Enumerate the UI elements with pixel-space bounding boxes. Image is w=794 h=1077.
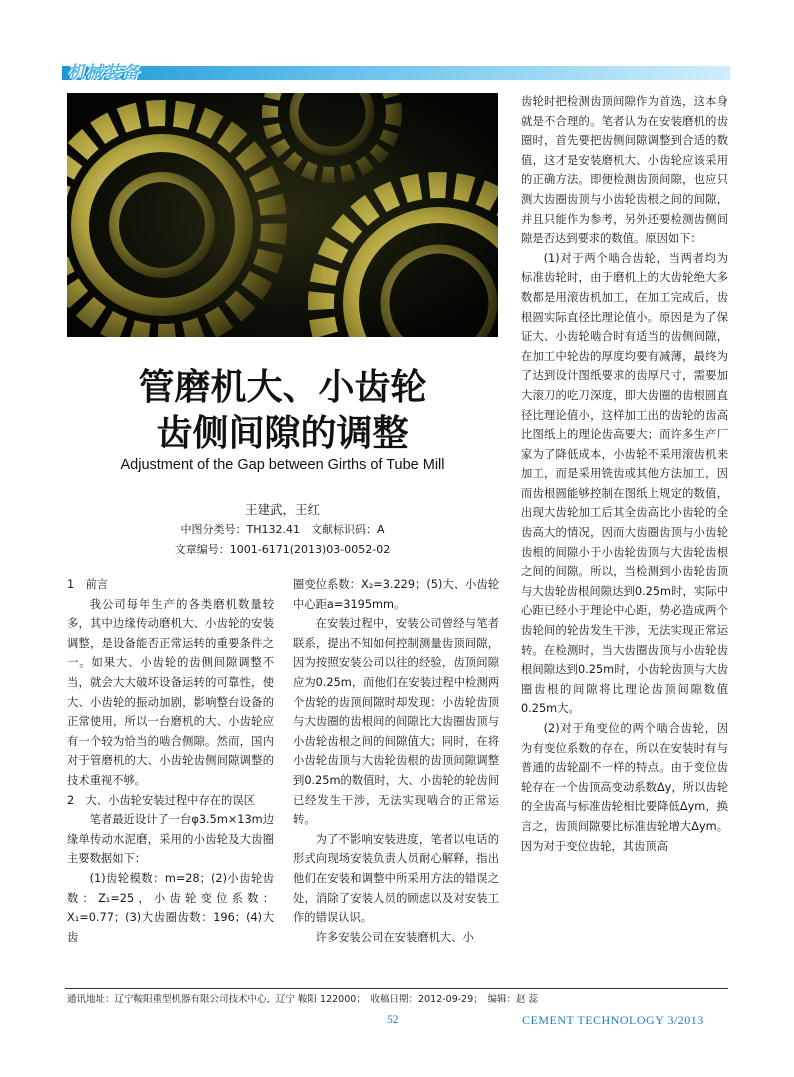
header-band <box>62 66 730 80</box>
authors: 王建武，王红 <box>244 502 320 517</box>
gear-photo <box>67 93 498 337</box>
paragraph: 圈变位系数：X₂=3.229；(5)大、小齿轮中心距a=3195mm。 <box>293 578 499 611</box>
paragraph: 齿轮时把检测齿顶间隙作为首选，这本身就是不合理的。笔者认为在安装磨机的齿圈时，首先要把齿侧间隙调整到合适的数值，这才是安装磨机大、小齿轮应该采用的正确方法。即便检测齿顶间隙，也应只测大齿圈齿顶与小齿轮齿根之间的间隙，并且只能作为参考，另外还要检测齿侧间隙是否达到要求的数值。原因如下： <box>521 95 728 246</box>
author-address-note: 通讯地址：辽宁鞍阳重型机器有限公司技术中心，辽宁 鞍阳 122000； 收稿日期：2012-09-29； 编辑：赵 蕊 <box>67 994 539 1005</box>
paragraph: 在安装过程中，安装公司曾经与笔者联系，提出不知如何控制测量齿顶间隙，因为按照安装公司以往的经验，齿顶间隙应为0.25m，而他们在安装过程中检测两个齿轮的齿顶间隙时却发现：小齿轮齿顶与大齿圈的齿根间的间隙比大齿圈齿顶与小齿轮齿根之间的间隙值大；同时，在将小齿轮齿顶与大齿轮齿根的齿顶间隙调整到0.25m的数值时，大、小齿轮的轮齿间已经发生干涉，无法实现啮合的正常运转。 <box>293 617 499 827</box>
gear-image <box>67 93 498 337</box>
article-number-line: 文章编号：1001-6171(2013)03-0052-02 <box>174 543 391 556</box>
classification-line: 中图分类号：TH132.41 文献标识码：A <box>180 523 385 536</box>
paragraph: (1)齿轮模数：m=28；(2)小齿轮齿数：Z₁=25，小齿轮变位系数：X₁=0.77；(3)大齿圈齿数：196；(4)大齿 <box>67 871 274 944</box>
paragraph: 1 前言 <box>67 578 109 591</box>
body-column-3 <box>521 92 728 856</box>
paragraph: (1)对于两个啮合齿轮，当两者均为标准齿轮时，由于磨机上的大齿轮绝大多数都是用滚齿机加工，在加工完成后，齿根圆实际直径比理论值小。原因是为了保证大、小齿轮啮合时有适当的齿侧间隙，在加工中轮齿的厚度均要有减薄，最终为了达到设计图纸要求的齿厚尺寸，需要加大滚刀的吃刀深度，即大齿圈的齿根圆直径比理论值小，这样加工出的齿轮的齿高比图纸上的理论齿高要大；而许多生产厂家为了降低成本，小齿轮不采用滚齿机来加工，而是采用铣齿或其他方法加工，因而齿根圆能够控制在图纸上规定的数值，出现大齿轮加工后其全齿高比小齿轮的全齿高大的情况，因而大齿圈齿顶与小齿轮齿根的间隙小于小齿轮齿顶与大齿轮齿根之间的间隙。所以，当检测到小齿轮齿顶与大齿轮齿根间隙达到0.25m时，实际中心距已经小于理论中心距，势必造成两个齿轮间的轮齿发生干涉，无法实现正常运转。在检测时，当大齿圈齿顶与小齿轮齿根间隙达到0.25m时，小齿轮齿顶与大齿圈齿根的间隙将比理论齿顶间隙数值0.25m大。 <box>521 251 728 716</box>
title-line-2: 齿侧间隙的调整 <box>156 413 409 454</box>
body-column-2 <box>293 575 499 947</box>
paragraph: 笔者最近设计了一台φ3.5m×13m边缘单传动水泥磨，采用的小齿轮及大齿圈主要数据如下： <box>67 813 274 866</box>
paragraph: 2 大、小齿轮安装过程中存在的误区 <box>67 793 255 807</box>
section-tag: 机械装备 <box>68 63 140 83</box>
english-subtitle: Adjustment of the Gap between Girths of Tube Mill <box>120 457 445 473</box>
paragraph: 为了不影响安装进度，笔者以电话的形式向现场安装负责人员耐心解释，指出他们在安装和调整中所采用方法的错误之处，消除了安装人员的顾虑以及对安装工作的错误认识。 <box>293 832 499 925</box>
paragraph: 许多安装公司在安装磨机大、小 <box>315 930 474 944</box>
paragraph: 我公司每年生产的各类磨机数量较多，其中边缘传动磨机大、小齿轮的安装调整，是设备能否正常运转的重要条件之一。如果大、小齿轮的齿侧间隙调整不当，就会大大破坏设备运转的可靠性，使大、小齿轮的振动加剧，影响整台设备的正常使用，所以一台磨机的大、小齿轮应有一个较为恰当的啮合侧隙。然而，国内对于管磨机的大、小齿轮齿侧间隙调整的技术重视不够。 <box>67 597 274 787</box>
footer-rule <box>65 988 728 989</box>
page-number: 52 <box>387 1014 399 1026</box>
title-line-1: 管磨机大、小齿轮 <box>138 367 427 408</box>
journal-name: CEMENT TECHNOLOGY 3/2013 <box>522 1013 704 1027</box>
paragraph: (2)对于角变位的两个啮合齿轮，因为有变位系数的存在，所以在安装时有与普通的齿轮副不一样的特点。由于变位齿轮存在一个齿顶高变动系数Δy，所以齿轮的全齿高与标准齿轮相比要降低Δym，换言之，齿顶间隙要比标准齿轮增大Δym。因为对于变位齿轮，其齿顶高 <box>521 722 728 853</box>
article-title <box>67 365 498 457</box>
body-column-1 <box>67 575 274 947</box>
